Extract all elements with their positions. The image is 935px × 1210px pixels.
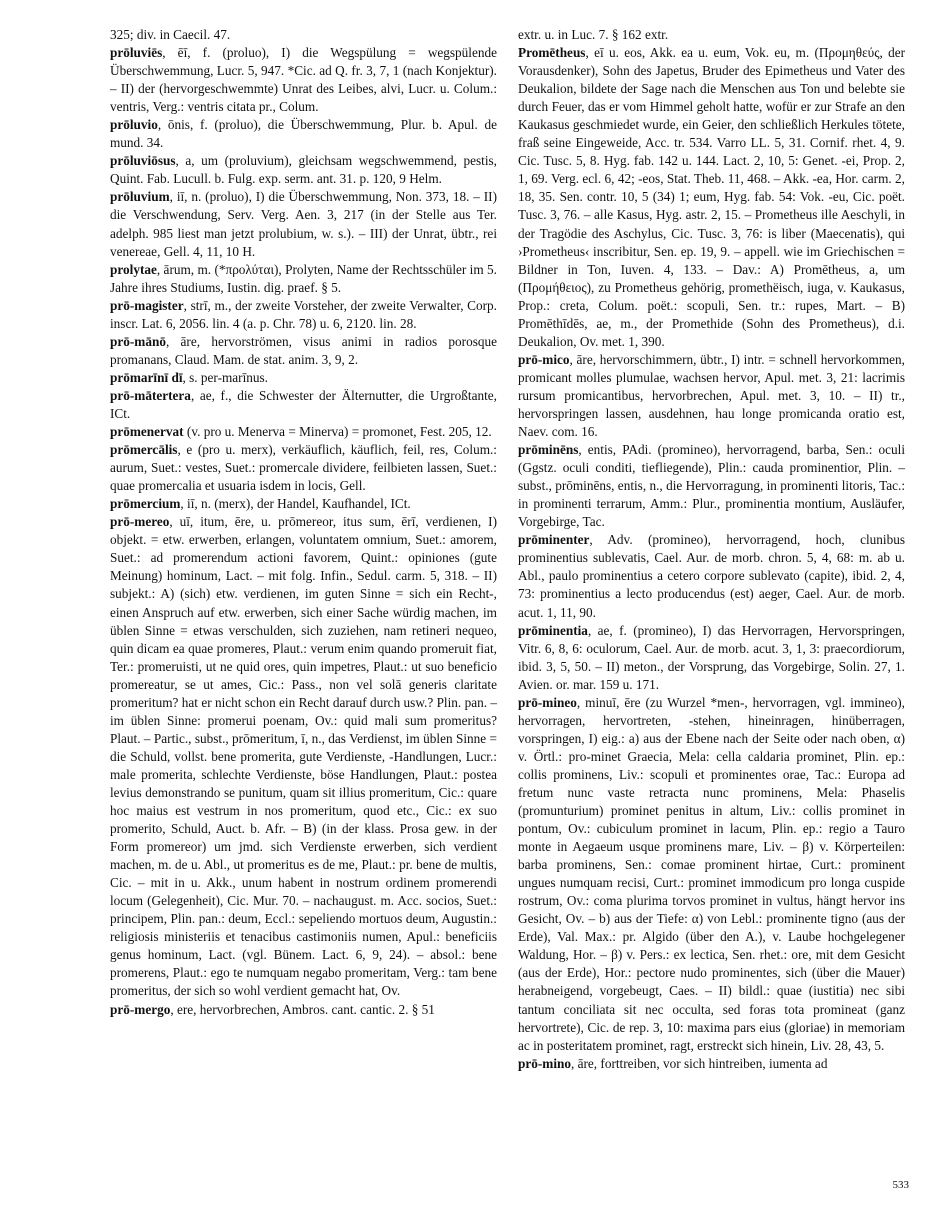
entry-headword: prolytae (110, 261, 157, 277)
entry-body: , ere, hervorbrechen, Ambros. cant. cantic. 2. § 51 (170, 1001, 435, 1017)
dictionary-entry (110, 44, 497, 116)
entry-body: , ae, f. (promineo), I) das Hervorragen, Hervorspringen, Vitr. 6, 8, 6: oculorum, Cael. Aur. de morb. acut. 3, 1, 3: praecordiorum, ibid. 3, 5, 50. – II) meton., der Vorsprung, das Vorgebirge, Solin. 27, 1. Avien. or. mar. 159 u. 171. (518, 622, 905, 692)
entry-headword: prōluvio (110, 117, 158, 133)
entry-headword: prō-magister (110, 297, 184, 313)
entry-body: , ēī, f. (proluo), I) die Wegspülung = wegspülende Überschwemmung, Lucr. 5, 947. *Cic. ad Q. fr. 3, 7, 1 (nach Konjektur). – II) der (hervorgeschwemmte) Unrat des Leibes, alvi, Lucr. u. Colum.: ventris, Verg.: ventris citata pr., Colum. (110, 45, 497, 115)
entry-headword: prōminentia (518, 622, 588, 638)
entry-body: , e (pro u. merx), verkäuflich, käuflich, feil, res, Colum.: aurum, Suet.: vestes, Suet.: promercale dividere, feilbieten lassen, Suet.: quae promercalia et usuaria isdem in locis, Gell. (110, 442, 497, 494)
entry-headword: prōminēns (518, 442, 579, 458)
dictionary-entry (518, 694, 905, 1055)
entry-body: extr. u. in Luc. 7. § 162 extr. (518, 27, 669, 42)
dictionary-entry (518, 531, 905, 621)
entry-body: , strī, m., der zweite Vorsteher, der zweite Verwalter, Corp. inscr. Lat. 6, 2056. lin. 4 (a. p. Chr. 78) u. 6, 2120. lin. 28. (110, 297, 497, 331)
entry-body: 325; div. in Caecil. 47. (110, 27, 231, 42)
dictionary-entry (110, 495, 497, 513)
entry-body: , āre, hervorschimmern, übtr., I) intr. = schnell hervorkommen, promicant molles plumulae, wachsen hervor, Apul. met. 3, 21: lacrimis rursum promicantibus, hervorbrechen, Apul. met. 3, 10. – II) tr., hervorspringen lassen, ausdehnen, hau longe promicanda oratio est, Naev. com. 16. (518, 351, 905, 440)
entry-body: , entis, PAdi. (promineo), hervorragend, barba, Sen.: oculi (Ggstz. oculi conditi, tiefliegende), Plin.: cauda prominentior, Plin. – subst., prōminēns, entis, n., die Hervorragung, in prominenti litoris, Tac.: in prominenti terrarum, Amm.: Plur., prominentia montium, Ausläufer, Vorgebirge, Tac. (518, 442, 905, 530)
entry-headword: prō-mico (518, 351, 570, 367)
dictionary-entry (110, 188, 497, 260)
entry-body: , ārum, m. (*προλύται), Prolyten, Name der Rechtsschüler im 5. Jahre ihres Studiums, Iustin. dig. praef. § 5. (110, 261, 497, 295)
entry-body: , Adv. (promineo), hervorragend, hoch, clunibus prominentius sublevatis, Cael. Aur. de morb. chron. 5, 4, 68: m. ab u. Abl., paulo prominentius a cetero corpore sublevato (capite), ibid. 2, 4, 73: prominentius a lecto producendus (est) aeger, Cael. Aur. de morb. acut. 1, 11, 90. (518, 532, 905, 620)
dictionary-entry (518, 622, 905, 694)
entry-headword: prōluviēs (110, 45, 163, 61)
dictionary-entry (110, 513, 497, 1000)
entry-headword: prōmercium (110, 496, 181, 512)
entry-body: , āre, forttreiben, vor sich hintreiben, iumenta ad (571, 1055, 828, 1071)
entry-headword: prō-mātertera (110, 387, 191, 403)
dictionary-entry (110, 116, 497, 152)
entry-headword: prōmenervat (110, 424, 184, 440)
entry-continuation (518, 26, 905, 44)
entry-headword: prō-mergo (110, 1001, 171, 1017)
dictionary-entry (110, 261, 497, 297)
entry-headword: prō-mino (518, 1055, 571, 1071)
dictionary-entry (518, 441, 905, 531)
dictionary-entry (110, 1001, 497, 1019)
dictionary-entry (518, 44, 905, 351)
dictionary-entry (110, 441, 497, 495)
dictionary-entry (110, 369, 497, 387)
dictionary-entry (518, 1055, 905, 1073)
entry-headword: prōluvium (110, 189, 170, 205)
entry-headword: prōmarīnī dī (110, 369, 183, 385)
entry-headword: prō-mānō (110, 333, 166, 349)
dictionary-entry (518, 351, 905, 441)
entry-headword: Promētheus (518, 45, 586, 61)
entry-body: , iī, n. (proluo), I) die Überschwemmung, Non. 373, 18. – II) die Verschwendung, Serv. Verg. Aen. 3, 217 (in der Stelle aus Ter. adelph. 985 liest man jetzt prolubium, w. s.). – III) der Unrat, übtr., rei venereae, Gell. 4, 11, 10 H. (110, 189, 497, 259)
entry-headword: prōluviōsus (110, 153, 176, 169)
entry-headword: prō-mineo (518, 694, 577, 710)
entry-headword: prōminenter (518, 532, 590, 548)
dictionary-entry (110, 333, 497, 369)
entry-continuation (110, 26, 497, 44)
entry-body: , minuī, ēre (zu Wurzel *men-, hervorragen, vgl. immineo), hervorragen, hervortreten, -stehen, hineinragen, hinüberragen, vorspringen, I) eig.: a) aus der Ebene nach der Seite oder nach oben, α) v. Örtl.: pro-minet Graecia, Mela: cella caldaria prominet, Plin. ep.: collis prominens, Liv.: scopuli et prominentes orae, Tac.: Europa ad fretum nunc vaste retracta nunc prominens, Mela: Phaselis (promunturium) prominet penitus in altum, Liv.: collis prominet in pontum, Ov.: cubiculum prominet in lacum, Plin. ep.: regio a Tauro monte in Aegaeum usque prominens mare, Liv. – β) v. Körperteilen: barba prominens, Sen.: comae prominent hirtae, Curt.: prominent ungues numquam recisi, Curt.: prominet immodicum pro longa cuspide rostrum, Ov.: coma plurima torvos prominet in vultus, hängt hervor ins Gesicht, Ov. – b) aus der Tiefe: α) von Lebl.: prominente tigno (aus der Erde), Val. Max.: pr. Algido (über den A.), v. Laube hochgelegener Waldung, Hor. – β) v. Pers.: ex lectica, Sen. rhet.: ore, mit dem Gesicht (aus der Erde), Hor.: pectore nudo prominentes, sich (über die Mauer) herabneigend, vorgebeugt, Caes. – II) bildl.: quae (iustitia) nec sibi tantum conciliata sit nec occulta, sed foras tota promineat (ganz hervortrete), Cic. de rep. 3, 10: maxima pars eius (gloriae) in memoriam ac in posteritatem prominet, ragt, erstreckt sich hinein, Liv. 28, 43, 5. (518, 694, 905, 1053)
entry-body: , iī, n. (merx), der Handel, Kaufhandel, ICt. (180, 496, 411, 512)
entry-headword: prōmercālis (110, 442, 178, 458)
entry-headword: prō-mereo (110, 514, 170, 530)
dictionary-entry (110, 387, 497, 423)
dictionary-entry (110, 297, 497, 333)
entry-body: , ae, f., die Schwester der Älternutter, die Urgroßtante, ICt. (110, 387, 497, 421)
entry-body: , āre, hervorströmen, visus animi in radios porosque promanans, Claud. Mam. de stat. anim. 3, 9, 2. (110, 333, 497, 367)
entry-body: (v. pro u. Menerva = Minerva) = promonet, Fest. 205, 12. (183, 424, 492, 440)
entry-body: , eī u. eos, Akk. ea u. eum, Vok. eu, m. (Προμηθεύς, der Vorausdenker), Sohn des Japetus, Bruder des Epimetheus und Vater des Deukalion, bildete der Sage nach die Menschen aus Ton und belebte sie durch Feuer, das er vom Himmel geholt hatte, wofür er zur Strafe an den Kaukasus geschmiedet wurde, ein Geier, den schließlich Herkules tötete, fraß seine Eingeweide, Acc. tr. 534. Varro LL. 5, 31. Cornif. rhet. 4, 9. Cic. Tusc. 5, 8. Hyg. fab. 142 u. 144. Lact. 2, 10, 5: Genet. -ei, Prop. 2, 1, 69. Verg. ecl. 6, 42; -eos, Stat. Theb. 11, 468. – Akk. -ea, Hor. carm. 2, 18, 35. Sen. contr. 10, 5 (34) 1; eum, Hyg. fab. 54: Vok. -eu, Cic. poët. Tusc. 3, 76. – alle Kasus, Hyg. astr. 2, 15. – Prometheus ille Aeschyli, in der Tragödie des Aschylus, Cic. Tusc. 3, 76: is liber (Maecenatis), qui ›Prometheus‹ inscribitur, Sen. ep. 19, 9. – appell. wie im Griechischen = Bildner in Ton, Iuven. 4, 133. – Dav.: A) Promētheus, a, um (Προμήθειος), zu Prometheus gehörig, promethëisch, iuga, v. Kaukasus, Prop.: creta, Colum. poët.: scopuli, Sen. tr.: rupes, Mart. – B) Promēthīdēs, ae, m., der Promethide (Sohn des Prometheus), d.i. Deukalion, Ov. met. 1, 390. (518, 45, 905, 349)
entry-body: , s. per-marīnus. (182, 369, 268, 385)
entry-body: , a, um (proluvium), gleichsam wegschwemmend, pestis, Quint. Fab. Lucull. b. Fulg. exp. serm. ant. 31. p. 120, 9 Helm. (110, 153, 497, 187)
dictionary-entry (110, 423, 497, 441)
entry-body: , uī, itum, ēre, u. prōmereor, itus sum, ērī, verdienen, I) objekt. = etw. erwerben, erlangen, voluntatem omnium, Suet.: amorem, Suet.: ad promerendum actioni favorem, Quint.: opiniones (gute Meinung) hominum, Lact. – mit folg. Infin., Sedul. carm. 5, 318. – II) subjekt.: A) (sich) etw. verdienen, im guten Sinne = sich ein Recht-, einen Anspruch auf etw. erwerben, sich einer Sache würdig machen, im üblen Sinne = etwas verschulden, sich zuziehen, nam retineri nequeo, quin dicam ea quae promeres, Plaut.: verum enim quando promeruit fiat, Ter.: promeruisti, ut ne quid ores, quin impetres, Plaut.: ut suo beneficio promereatur, se ut ames, Cic.: Pass., non vel solā generis claritate promeritum? hat er nicht schon ein Recht darauf durch usw.? Plin. pan. – im üblen Sinne: promerui poenam, Ov.: quid mali sum promeritus? Plaut. – Partic., subst., prōmeritum, ī, n., das Verdienst, im üblen Sinne = die Schuld, vollst. bene promerita, gute Verdienste, -Handlungen, Lucr.: male promerita, schlechte Verdienste, böse Handlungen, Plaut.: postea levius demonstrando se punitum, quam sit illius promeritum, Cic.: quare hoc maius est vestrum in nos promeritum, quod etc., Cic.: ex suo promerito, Schuld, Auct. b. Afr. – B) (in der klass. Prosa gew. in der Form promereor) um jmd. sich Verdienste erwerben, sich verdient machen, m. de u. Abl., ut promeritus es de me, Plaut.: pr. bene de multis, Cic. – mit in u. Akk., unum habent in nostrum ordinem promerendi locum (Gelegenheit), Cic. Mur. 70. – nachaugust. m. Acc. socios, Suet.: principem, Plin. pan.: deum, Eccl.: sepeliendo mortuos deum, Augustin.: religiosis ministeriis et tenacibus castimoniis numen, Apul.: beneficiis genus hominum, Lact. (vgl. Bünem. Lact. 6, 9, 24). – absol.: bene promerens, Plaut.: ego te numquam negabo promeritam, Verg.: tam bene promeritus, der sich so wohl verdient gemacht hat, Ov. (110, 514, 497, 999)
page-number: 533 (892, 1179, 909, 1191)
entry-body: , ōnis, f. (proluo), die Überschwemmung, Plur. b. Apul. de mund. 34. (110, 117, 497, 151)
right-column (518, 26, 905, 1073)
left-column (110, 26, 497, 1019)
dictionary-entry (110, 152, 497, 188)
